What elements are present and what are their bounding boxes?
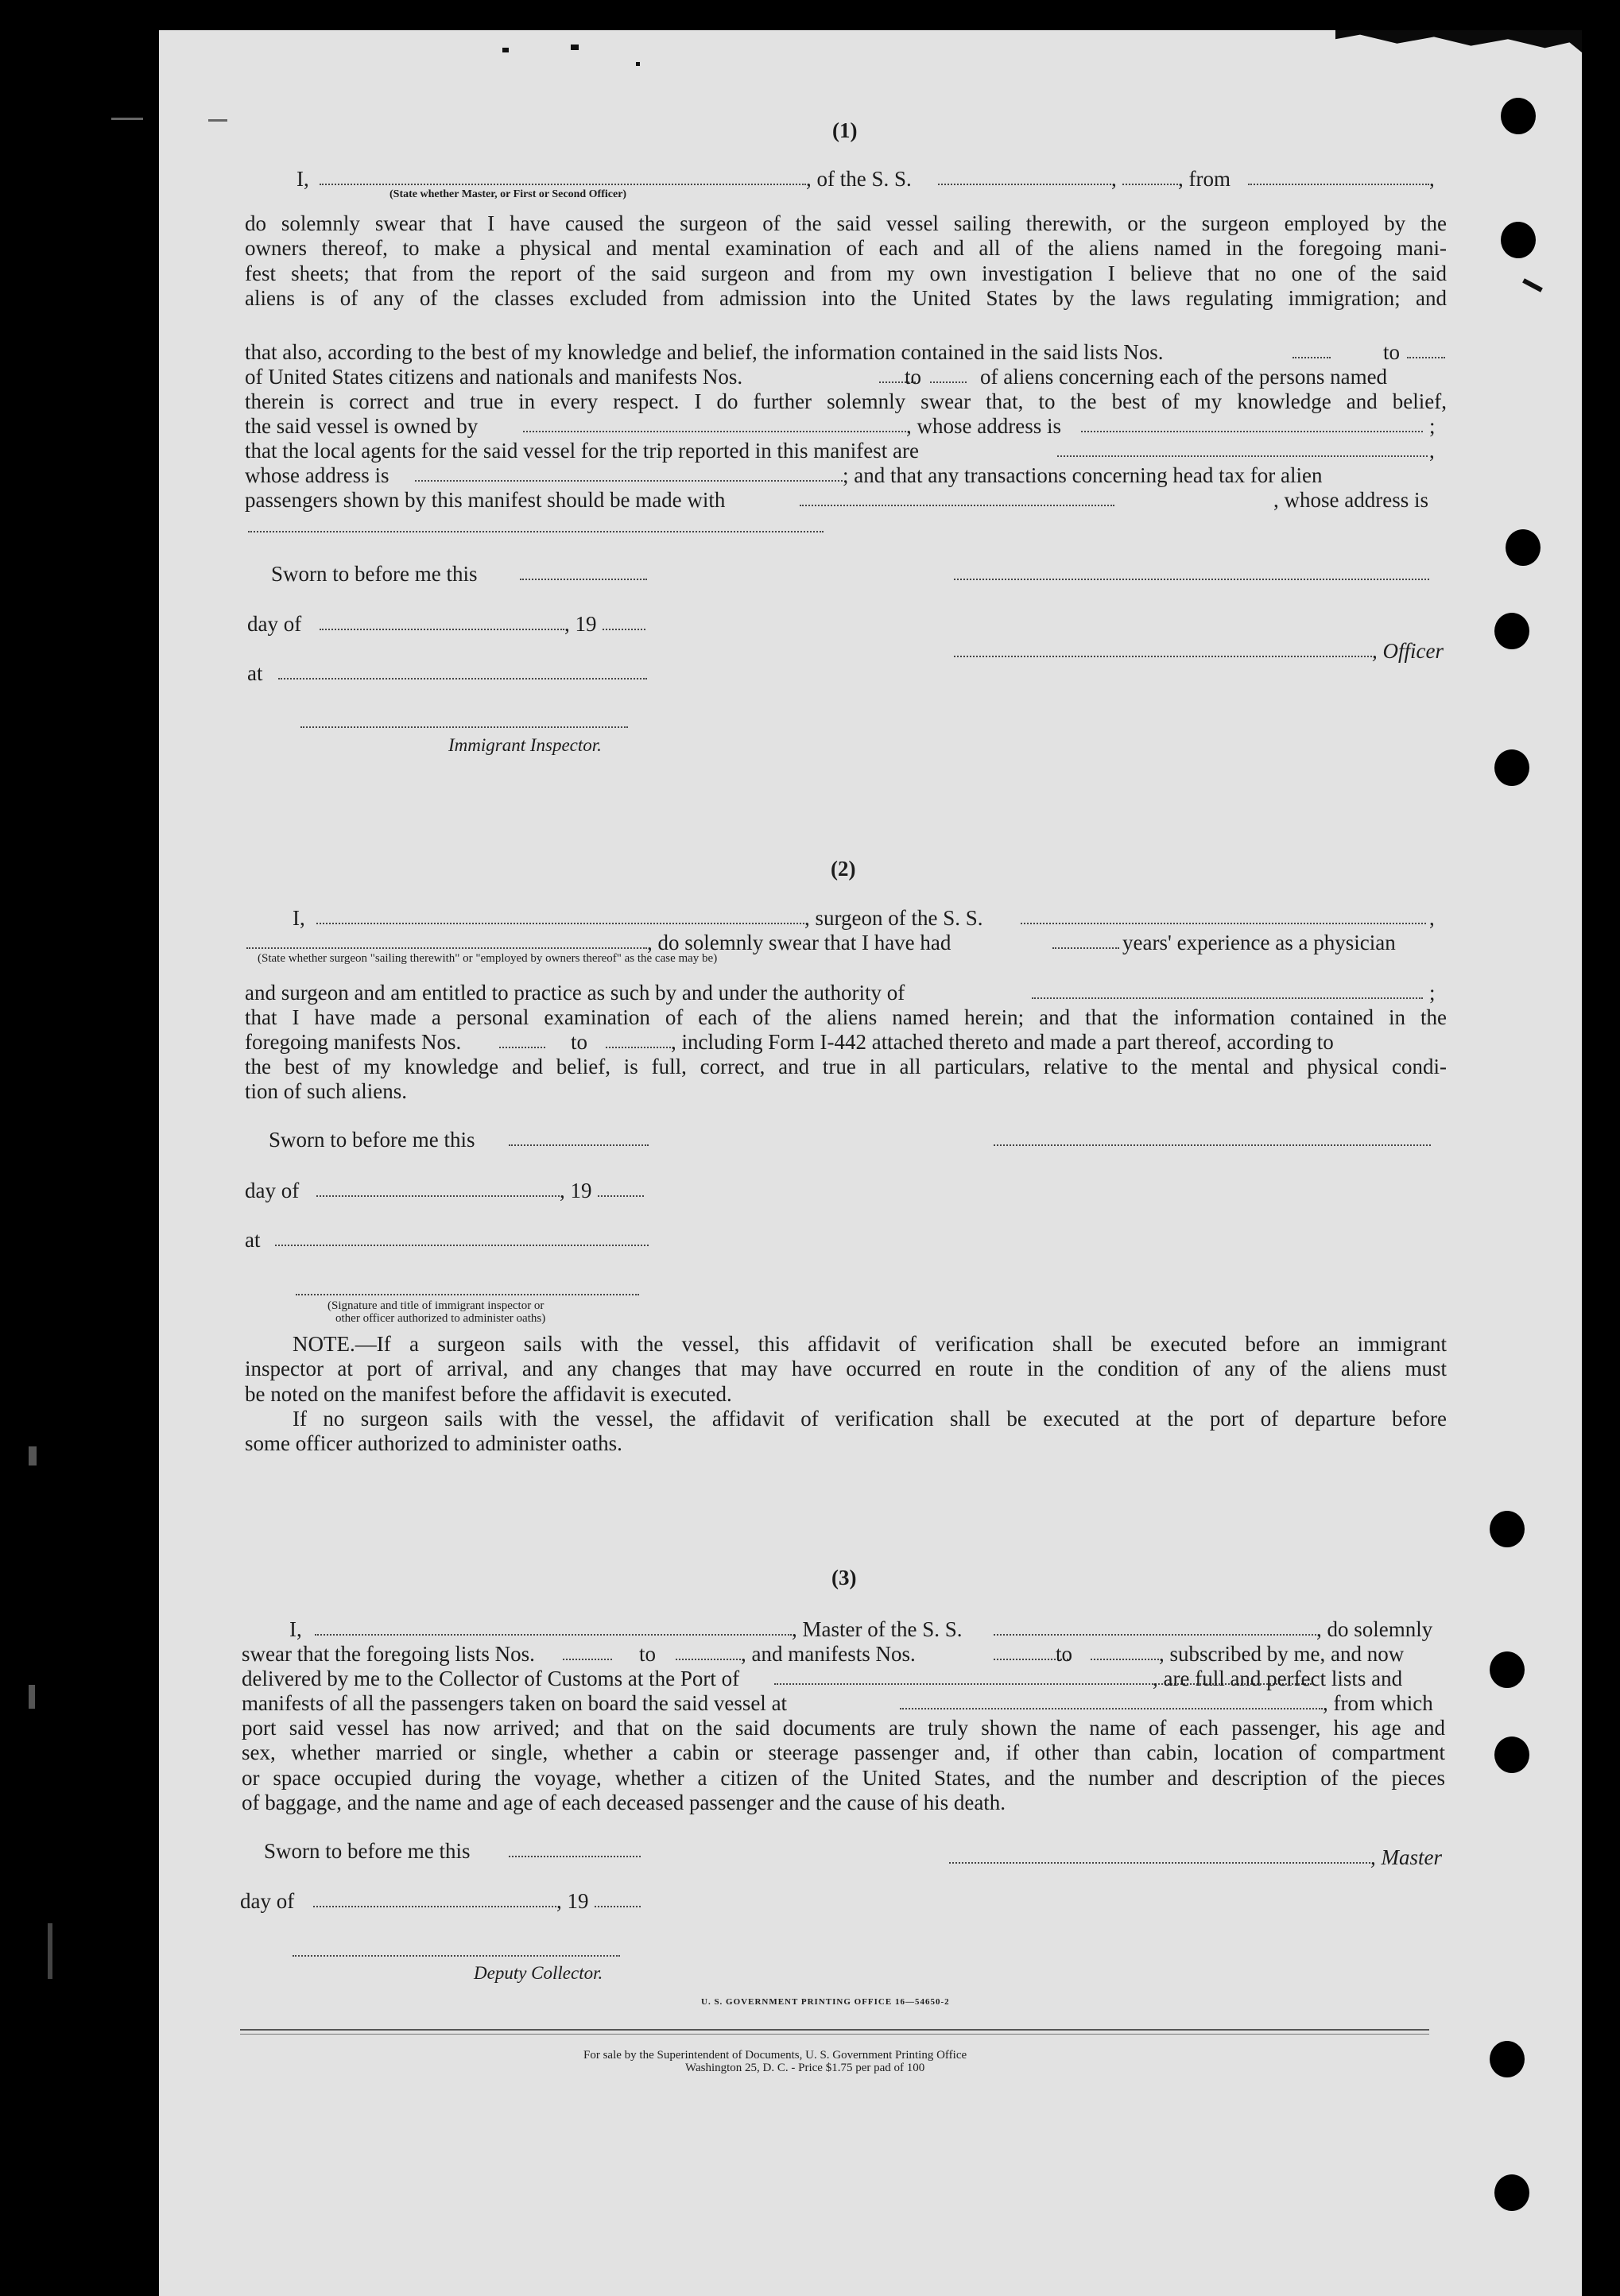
- s1-owned-end: ;: [1429, 414, 1436, 438]
- footer-line-2: Washington 25, D. C. - Price $1.75 per pad of 100: [685, 2062, 925, 2074]
- s3-i-label: I,: [289, 1617, 302, 1641]
- s2-year-blank: [598, 1195, 644, 1197]
- edge-speck: [208, 119, 227, 122]
- s3-lists-to: to: [639, 1642, 657, 1666]
- s2-note-line: If no surgeon sails with the vessel, the affidavit of verification shall be executed at the port of departure before: [293, 1406, 1447, 1431]
- s1-officer-name-blank: [320, 184, 806, 185]
- s2-exam-para: [245, 1005, 1447, 1030]
- s1-agents-address-blank: [415, 480, 843, 482]
- s3-master-signature-blank: [949, 1862, 1370, 1864]
- speck: [1522, 278, 1543, 292]
- s2-manifests-to-blank: [606, 1047, 671, 1048]
- s3-day-blank: [313, 1906, 556, 1907]
- binder-hole: [1494, 1737, 1529, 1773]
- s2-sworn-label: Sworn to before me this: [269, 1128, 475, 1152]
- section-1-number: (1): [832, 118, 858, 142]
- s1-owner-blank: [523, 431, 906, 432]
- binder-hole: [1494, 613, 1529, 649]
- edge-speck: [29, 1446, 37, 1465]
- binder-hole: [1501, 222, 1536, 258]
- gpo-imprint: U. S. GOVERNMENT PRINTING OFFICE 16—54650-2: [701, 1997, 950, 2007]
- edge-speck: [48, 1923, 52, 1979]
- s1-body: [245, 211, 1447, 311]
- s1-agents-end: ,: [1429, 439, 1435, 463]
- s2-surgeon-caption: (State whether surgeon "sailing therewith" or "employed by owners thereof" as the case may be): [258, 952, 718, 965]
- s1-headtax-text: ; and that any transactions concerning head tax for alien: [843, 463, 1323, 487]
- s1-officer-label: , Officer: [1372, 639, 1444, 663]
- binder-hole: [1506, 529, 1541, 566]
- s3-manifests-to-blank: [1091, 1659, 1159, 1660]
- s2-surgeon-signature-blank: [994, 1144, 1431, 1146]
- speck: [636, 62, 640, 66]
- s1-owned-text: the said vessel is owned by: [245, 414, 479, 438]
- s2-years-label: years' experience as a physician: [1122, 931, 1396, 954]
- section-3-number: (3): [831, 1566, 857, 1589]
- s1-sworn-label: Sworn to before me this: [271, 562, 478, 586]
- s1-body-line: aliens is of any of the classes excluded from admission into the United States by the laws regulating immigration; and: [245, 285, 1447, 310]
- s2-manifests-to: to: [571, 1030, 588, 1054]
- s3-taken-text-b: , from which: [1323, 1691, 1433, 1715]
- s3-master-name-blank: [315, 1634, 792, 1636]
- s3-manifests-to: to: [1056, 1642, 1073, 1666]
- manifest-affidavit-sheet: [159, 30, 1582, 2296]
- s3-body-line: sex, whether married or single, whether a cabin or steerage passenger and, if other than cabin, location of compartment: [242, 1740, 1445, 1765]
- binder-hole: [1490, 2041, 1525, 2077]
- s2-at-blank: [275, 1245, 649, 1246]
- s2-line1-end: ,: [1429, 906, 1435, 930]
- s1-headtax-address-blank: [248, 531, 824, 532]
- s3-taken-text: manifests of all the passengers taken on board the said vessel at: [242, 1691, 788, 1715]
- s3-collector-label: Deputy Collector.: [474, 1963, 603, 1983]
- s1-at-label: at: [247, 661, 263, 685]
- s1-citizens-to: to: [905, 365, 922, 389]
- s3-collector-signature-blank: [293, 1955, 620, 1957]
- s1-lists-to-blank: [1407, 357, 1445, 358]
- section-2-number: (2): [831, 857, 856, 881]
- footer-rule: [240, 2029, 1429, 2031]
- s1-vessel-name-blank: [938, 184, 1111, 185]
- s2-swear-label: , do solemnly swear that I have had: [647, 931, 951, 954]
- s2-vessel-blank: [1021, 923, 1426, 924]
- edge-speck: [29, 1685, 35, 1709]
- binder-hole: [1490, 1511, 1525, 1547]
- s1-passengers-address-label: , whose address is: [1273, 488, 1428, 512]
- s3-solemnly-label: , do solemnly: [1316, 1617, 1433, 1641]
- s2-note-line: inspector at port of arrival, and any changes that may have occurred en route in the condition of any of the aliens must: [245, 1357, 1447, 1381]
- s1-i-label: I,: [296, 167, 309, 191]
- s1-owner-address-blank: [1081, 431, 1423, 432]
- s1-sworn-blank: [520, 579, 647, 580]
- s2-manifests-from-blank: [499, 1047, 545, 1048]
- s1-officer-signature-blank: [954, 579, 1429, 580]
- s2-note-line: be noted on the manifest before the affidavit is executed.: [245, 1381, 732, 1406]
- s3-sworn-label: Sworn to before me this: [264, 1839, 471, 1863]
- s3-master-label: , Master of the S. S.: [792, 1617, 963, 1641]
- s2-exam-line: that I have made a personal examination of each of the aliens named herein; and that the information contained in the: [245, 1005, 1447, 1029]
- s1-of-ss-label: , of the S. S.: [806, 167, 912, 191]
- s1-vessel-name-blank-2: [1122, 184, 1178, 185]
- s2-belief-para: [245, 1055, 1447, 1079]
- s1-owner-address-label: , whose address is: [906, 414, 1061, 438]
- s1-passengers-text: passengers shown by this manifest should be made with: [245, 488, 726, 512]
- s1-officer-title-blank: [954, 656, 1372, 657]
- s2-year-label: , 19: [560, 1179, 592, 1202]
- s2-years-blank: [1052, 947, 1119, 949]
- s1-body-line: owners thereof, to make a physical and mental examination of each and all of the aliens named in the foregoing mani-: [245, 236, 1447, 261]
- s2-surgeon-name-blank: [316, 923, 804, 924]
- s1-agents-text: that the local agents for the said vessel for the trip reported in this manifest are: [245, 439, 919, 463]
- binder-hole: [1490, 1651, 1525, 1688]
- s1-citizens-text-b: of aliens concerning each of the persons named: [980, 365, 1388, 389]
- s1-day-blank: [320, 629, 564, 630]
- s1-citizens-to-blank: [930, 381, 967, 383]
- s1-lists-text: that also, according to the best of my knowledge and belief, the information contained in the said lists Nos.: [245, 340, 1164, 364]
- footer-rule-2: [240, 2034, 1429, 2035]
- speck: [502, 48, 509, 52]
- s1-lists-from-blank: [1293, 357, 1331, 358]
- s1-headtax-contact-blank: [800, 505, 1114, 506]
- binder-hole: [1494, 749, 1529, 786]
- s3-delivered-text-b: , are full and perfect lists and: [1153, 1667, 1403, 1690]
- s3-body-line: or space occupied during the voyage, whether a citizen of the United States, and the number and description of the pieces: [242, 1765, 1445, 1790]
- s2-authority-end: ;: [1429, 981, 1436, 1005]
- s2-manifests-text: foregoing manifests Nos.: [245, 1030, 462, 1054]
- s3-body: [242, 1716, 1445, 1815]
- s2-note: [245, 1332, 1447, 1456]
- s3-lists-from-blank: [563, 1659, 612, 1660]
- s1-address-text: whose address is: [245, 463, 389, 487]
- s3-master-sig-label: , Master: [1370, 1845, 1442, 1869]
- s3-body-line: port said vessel has now arrived; and that on the said documents are truly shown the name of each passenger, his age and: [242, 1716, 1445, 1740]
- s1-year-label: , 19: [564, 612, 597, 636]
- s2-day-blank: [316, 1195, 560, 1197]
- s2-sworn-blank: [509, 1144, 649, 1146]
- s2-authority-blank: [1032, 997, 1423, 999]
- s1-body-line: do solemnly swear that I have caused the surgeon of the said vessel sailing therewith, or the surgeon employed by the: [245, 211, 1447, 235]
- s1-lists-to: to: [1383, 340, 1401, 364]
- speck: [111, 118, 143, 120]
- s3-delivered-text: delivered by me to the Collector of Customs at the Port of: [242, 1667, 740, 1690]
- s1-body-line: fest sheets; that from the report of the said surgeon and from my own investigation I believe that no one of the said: [245, 261, 1447, 285]
- s2-surgeon-label: , surgeon of the S. S.: [804, 906, 983, 930]
- s1-inspector-signature-blank: [300, 726, 628, 728]
- s2-inspector-signature-blank: [296, 1294, 639, 1295]
- s3-body-line: of baggage, and the name and age of each deceased passenger and the cause of his death.: [242, 1790, 1006, 1814]
- s3-manifests-label: , and manifests Nos.: [741, 1642, 916, 1666]
- s2-signature-caption-2: other officer authorized to administer oaths): [335, 1312, 546, 1325]
- s1-from-blank: [1248, 184, 1429, 185]
- s2-authority-text: and surgeon and am entitled to practice as such by and under the authority of: [245, 981, 905, 1005]
- s1-comma: ,: [1111, 167, 1117, 191]
- torn-edge: [1335, 30, 1582, 52]
- footer-line-1: For sale by the Superintendent of Documents, U. S. Government Printing Office: [583, 2049, 967, 2062]
- speck: [571, 45, 579, 50]
- s3-year-label: , 19: [556, 1889, 589, 1913]
- s1-from-label: , from: [1178, 167, 1231, 191]
- s3-sworn-blank: [509, 1856, 641, 1857]
- s2-day-of-label: day of: [245, 1179, 300, 1202]
- s3-vessel-blank: [994, 1634, 1316, 1636]
- s1-agents-blank: [1057, 455, 1428, 457]
- s1-inspector-label: Immigrant Inspector.: [448, 735, 602, 755]
- s2-note-line: NOTE.—If a surgeon sails with the vessel, this affidavit of verification shall be executed before an immigrant: [293, 1332, 1447, 1356]
- s3-subscribed-label: , subscribed by me, and now: [1159, 1642, 1405, 1666]
- s1-officer-caption: (State whether Master, or First or Second Officer): [389, 188, 627, 200]
- s1-year-blank: [603, 629, 645, 630]
- s3-year-blank: [595, 1906, 641, 1907]
- s1-line1-end: ,: [1429, 167, 1435, 191]
- s3-lists-text: swear that the foregoing lists Nos.: [242, 1642, 535, 1666]
- s2-surgeon-type-blank: [246, 947, 647, 949]
- s2-signature-caption-1: (Signature and title of immigrant inspector or: [327, 1299, 545, 1312]
- s3-lists-to-blank: [676, 1659, 741, 1660]
- s1-correct-para: [245, 389, 1447, 414]
- binder-hole: [1494, 2174, 1529, 2211]
- s2-i-label: I,: [293, 906, 305, 930]
- s1-at-blank: [278, 678, 647, 680]
- s2-belief-line: the best of my knowledge and belief, is full, correct, and true in all particulars, relative to the mental and physical condi-: [245, 1055, 1447, 1078]
- s3-day-of-label: day of: [240, 1889, 295, 1913]
- s2-at-label: at: [245, 1228, 261, 1252]
- s2-note-line: some officer authorized to administer oaths.: [245, 1431, 622, 1456]
- s2-manifests-text-b: , including Form I-442 attached thereto and made a part thereof, according to: [671, 1030, 1334, 1054]
- binder-hole: [1501, 98, 1536, 134]
- s1-correct-line: therein is correct and true in every respect. I do further solemnly swear that, to the best of my knowledge and belief,: [245, 389, 1447, 413]
- s1-day-of-label: day of: [247, 612, 302, 636]
- s2-tion-line: tion of such aliens.: [245, 1079, 407, 1103]
- s3-taken-blank: [900, 1708, 1323, 1709]
- s1-citizens-text: of United States citizens and nationals and manifests Nos.: [245, 365, 743, 389]
